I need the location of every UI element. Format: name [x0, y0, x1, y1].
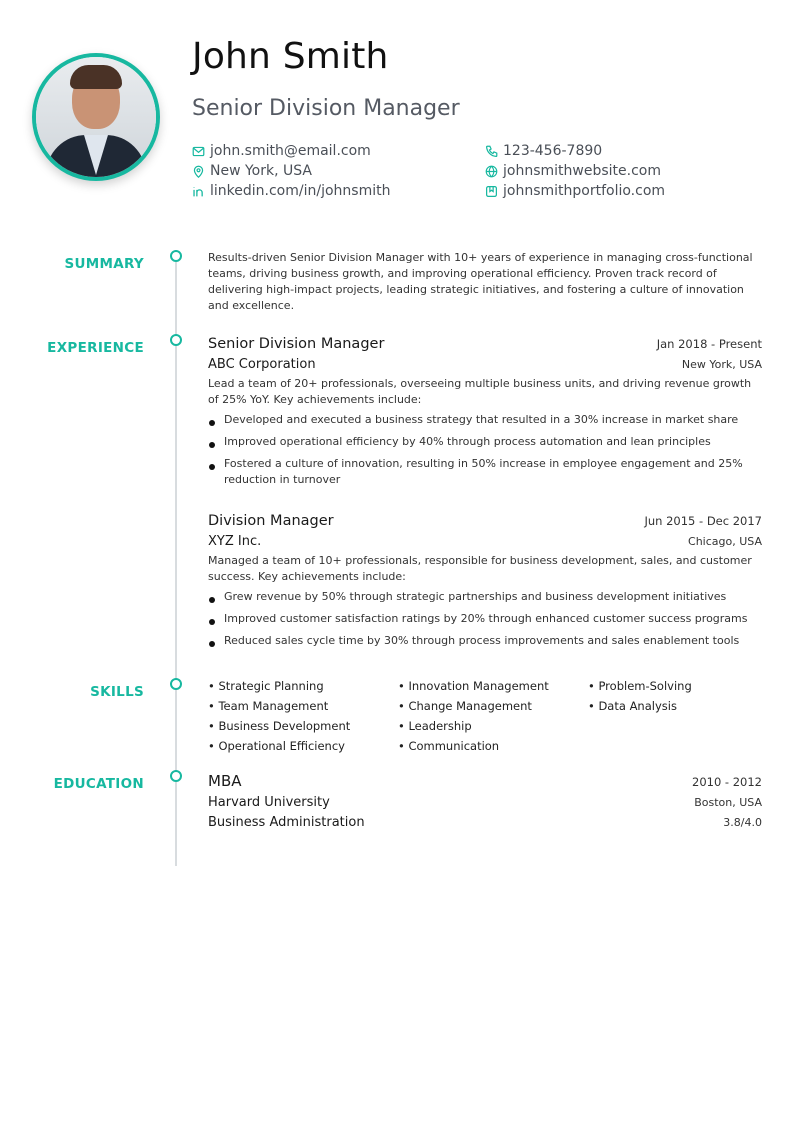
achievement-item: Improved customer satisfaction ratings by 20% through enhanced customer success programs: [208, 611, 762, 627]
summary-section: [208, 250, 762, 314]
degree: MBA: [208, 772, 242, 790]
job-dates: Jun 2015 - Dec 2017: [644, 514, 762, 528]
achievement-item: Developed and executed a business strategy that resulted in a 30% increase in market share: [208, 412, 762, 428]
contact-website[interactable]: [485, 163, 661, 179]
contact-linkedin[interactable]: [192, 183, 390, 199]
job-description: Lead a team of 20+ professionals, overseeing multiple business units, and driving revenue growth of 25% YoY. Key achievements include:: [208, 377, 752, 406]
experience-entry: [208, 336, 762, 488]
achievement-item: Reduced sales cycle time by 30% through process improvements and sales enablement tools: [208, 633, 762, 649]
timeline-dot-experience: [170, 334, 182, 346]
skill-item: • Operational Efficiency: [208, 738, 398, 754]
timeline-dot-skills: [170, 678, 182, 690]
education-dates: 2010 - 2012: [692, 775, 762, 789]
contact-portfolio[interactable]: [485, 183, 665, 199]
achievement-item: Grew revenue by 50% through strategic partnerships and business development initiatives: [208, 589, 762, 605]
job-location: New York, USA: [681, 358, 762, 371]
achievement-item: Fostered a culture of innovation, resulting in 50% increase in employee engagement and 25% reduction in turnover: [208, 456, 762, 488]
contact-phone[interactable]: [485, 143, 602, 159]
linkedin-icon: [192, 185, 205, 198]
company-name: XYZ Inc.: [208, 534, 262, 549]
summary-text: Results-driven Senior Division Manager with 10+ years of experience in managing cross-functional teams, driving business growth, and improving operational efficiency. Proven track record of delivering high-impact projects, leading strategic initiatives, and fostering a culture of innovation and excellence.: [208, 251, 753, 312]
mail-icon: [192, 145, 205, 158]
map-pin-icon: [192, 165, 205, 178]
experience-entry: [208, 513, 762, 649]
skill-item: • Problem-Solving: [588, 678, 768, 694]
job-title: Senior Division Manager: [208, 336, 385, 352]
contact-email[interactable]: [192, 143, 371, 159]
email-text: john.smith@email.com: [210, 143, 371, 159]
candidate-title: Senior Division Manager: [192, 96, 460, 121]
skill-item: • Data Analysis: [588, 698, 768, 714]
school-name: Harvard University: [208, 795, 330, 810]
section-label-summary: SUMMARY: [64, 256, 144, 272]
achievement-list: [208, 589, 762, 649]
gpa: 3.8/4.0: [723, 816, 762, 829]
skill-empty: [588, 718, 768, 734]
portfolio-text: johnsmithportfolio.com: [503, 183, 666, 199]
phone-text: 123-456-7890: [503, 143, 603, 159]
timeline-dot-education: [170, 770, 182, 782]
job-title: Division Manager: [208, 513, 334, 529]
skills-grid: [208, 678, 768, 754]
section-label-education: EDUCATION: [53, 776, 144, 792]
profile-photo: [32, 53, 160, 181]
school-location: Boston, USA: [694, 796, 762, 809]
education-entry: [208, 772, 762, 830]
skill-item: • Business Development: [208, 718, 398, 734]
skill-item: • Innovation Management: [398, 678, 588, 694]
skill-item: • Communication: [398, 738, 588, 754]
skill-item: • Change Management: [398, 698, 588, 714]
company-name: ABC Corporation: [208, 357, 316, 372]
field-of-study: Business Administration: [208, 815, 365, 830]
section-label-experience: EXPERIENCE: [47, 340, 144, 356]
linkedin-text: linkedin.com/in/johnsmith: [210, 183, 391, 199]
phone-icon: [485, 145, 498, 158]
timeline-dot-summary: [170, 250, 182, 262]
contact-location: [192, 163, 312, 179]
skill-item: • Leadership: [398, 718, 588, 734]
achievement-list: [208, 412, 762, 488]
bookmark-icon: [485, 185, 498, 198]
job-location: Chicago, USA: [688, 535, 762, 548]
section-label-skills: SKILLS: [90, 684, 144, 700]
location-text: New York, USA: [210, 163, 312, 179]
globe-icon: [485, 165, 498, 178]
skill-item: • Team Management: [208, 698, 398, 714]
skill-item: • Strategic Planning: [208, 678, 398, 694]
achievement-item: Improved operational efficiency by 40% through process automation and lean principles: [208, 434, 762, 450]
candidate-name: John Smith: [192, 36, 389, 77]
skill-empty: [588, 738, 768, 754]
job-description: Managed a team of 10+ professionals, responsible for business development, sales, and customer success. Key achievements include:: [208, 554, 752, 583]
job-dates: Jan 2018 - Present: [656, 337, 762, 351]
website-text: johnsmithwebsite.com: [503, 163, 661, 179]
